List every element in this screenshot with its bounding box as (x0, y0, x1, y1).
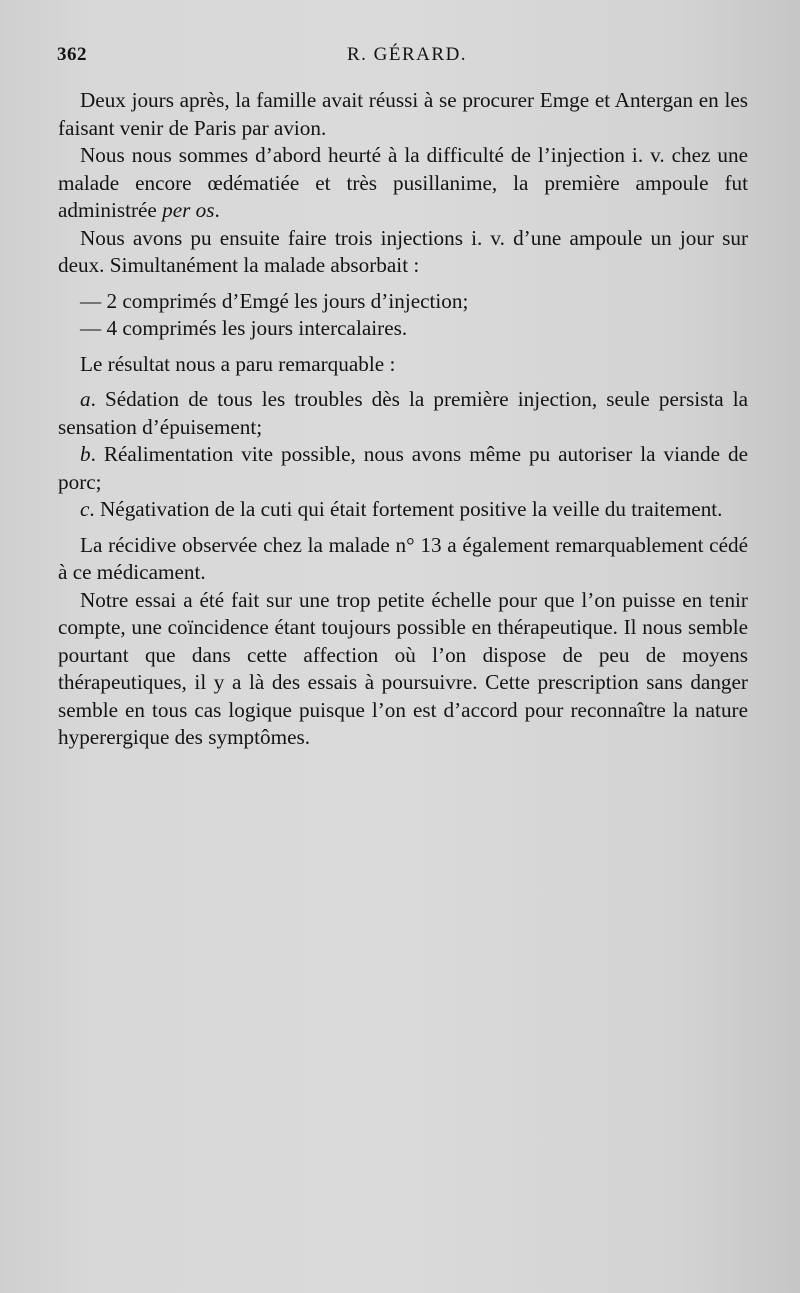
paragraph-3: Nous avons pu ensuite faire trois injections i. v. d’une ampoule un jour sur deux. Simultanément la malade absorbait : (58, 225, 748, 277)
item-c-text: . Négativation de la cuti qui était fortement positive la veille du traitement. (89, 497, 723, 521)
paragraph-2-italic: per os (162, 198, 215, 222)
item-c (58, 496, 748, 524)
item-a-letter: a (80, 387, 91, 411)
body-text (58, 87, 748, 752)
list-item-2: — 4 comprimés les jours intercalaires. (80, 316, 408, 340)
paragraph-1: Deux jours après, la famille avait réussi à se procurer Emge et Antergan en les faisant venir de Paris par avion. (58, 88, 748, 140)
item-c-letter: c (80, 497, 90, 521)
page-header (57, 44, 743, 74)
paragraph-6: Notre essai a été fait sur une trop petite échelle pour que l’on puisse en tenir compte, une coïncidence étant toujours possible en thérapeutique. Il nous semble pourtant que dans cette affection où l’on dispose de peu de moyens thérapeutiques, il y a là des essais à poursuivre. Cette prescription sans danger semble en tous cas logique puisque l’on est d’accord pour reconnaître la nature hyperergique des symptômes. (58, 587, 748, 749)
item-b-letter: b (80, 442, 91, 466)
list-item-1: — 2 comprimés d’Emgé les jours d’injection; (80, 288, 469, 313)
paragraph-2-text: Nous nous sommes d’abord heurté à la difficulté de l’injection i. v. chez une malade encore œdématiée et très pusillanime, la première ampoule fut administrée (58, 143, 748, 222)
paragraph-5: La récidive observée chez la malade n° 13 a également remarquablement cédé à ce médicament. (58, 532, 748, 584)
paragraph-2-end: . (214, 198, 220, 222)
item-a-text: . Sédation de tous les troubles dès la première injection, seule persista la sensation d’épuisement; (58, 387, 748, 439)
paragraph-2 (58, 142, 748, 225)
running-title: R. GÉRARD. (347, 44, 468, 65)
item-a (58, 386, 748, 441)
item-b-text: . Réalimentation vite possible, nous avons même pu autoriser la viande de porc; (58, 442, 748, 494)
item-b (58, 441, 748, 496)
paragraph-4: Le résultat nous a paru remarquable : (80, 351, 396, 376)
page-number: 362 (57, 44, 87, 65)
